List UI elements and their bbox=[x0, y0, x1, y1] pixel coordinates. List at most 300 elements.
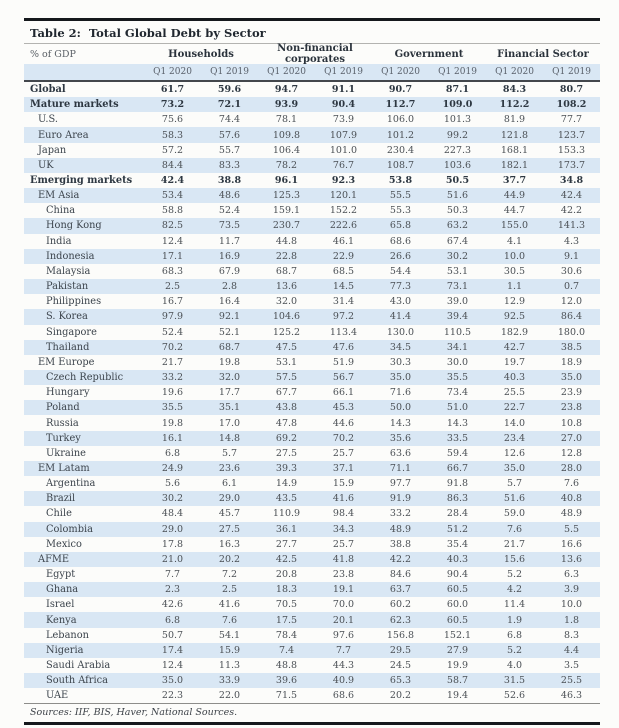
row-label: South Africa bbox=[46, 675, 108, 687]
cell-value: 22.9 bbox=[332, 250, 355, 262]
cell-value: 52.1 bbox=[218, 326, 241, 338]
cell-value: 80.7 bbox=[559, 84, 584, 96]
table-row bbox=[24, 203, 600, 218]
cell-value: 47.5 bbox=[275, 341, 298, 353]
cell-value: 12.6 bbox=[503, 447, 526, 459]
cell-value: 152.2 bbox=[329, 205, 358, 217]
cell-value: 91.1 bbox=[331, 84, 356, 96]
cell-value: 112.7 bbox=[385, 99, 416, 111]
cell-value: 73.5 bbox=[218, 220, 241, 232]
cell-value: 108.2 bbox=[556, 99, 587, 111]
cell-value: 113.4 bbox=[329, 326, 358, 338]
cell-value: 4.3 bbox=[563, 235, 580, 247]
row-label: Kenya bbox=[46, 614, 77, 626]
cell-value: 6.3 bbox=[563, 569, 580, 581]
cell-value: 46.1 bbox=[332, 235, 355, 247]
cell-value: 67.7 bbox=[275, 387, 298, 399]
cell-value: 40.3 bbox=[503, 372, 526, 384]
cell-value: 42.4 bbox=[160, 175, 185, 187]
cell-value: 1.9 bbox=[506, 614, 523, 626]
group-header-government: Government bbox=[394, 48, 464, 60]
cell-value: 59.0 bbox=[503, 508, 526, 520]
cell-value: 101.3 bbox=[443, 114, 472, 126]
unit-label: % of GDP bbox=[30, 48, 76, 60]
cell-value: 51.6 bbox=[446, 190, 469, 202]
cell-value: 156.8 bbox=[386, 629, 415, 641]
cell-value: 103.6 bbox=[443, 159, 472, 171]
cell-value: 16.7 bbox=[161, 296, 184, 308]
table-row bbox=[24, 370, 600, 385]
column-group-header-row bbox=[24, 44, 600, 64]
cell-value: 17.7 bbox=[218, 387, 241, 399]
cell-value: 32.0 bbox=[275, 296, 298, 308]
cell-value: 6.8 bbox=[164, 447, 181, 459]
cell-value: 21.7 bbox=[161, 356, 184, 368]
cell-value: 66.1 bbox=[332, 387, 355, 399]
cell-value: 42.2 bbox=[560, 205, 583, 217]
cell-value: 97.9 bbox=[161, 311, 184, 323]
cell-value: 120.1 bbox=[329, 190, 358, 202]
cell-value: 50.5 bbox=[445, 175, 470, 187]
cell-value: 25.7 bbox=[332, 538, 355, 550]
cell-value: 19.8 bbox=[218, 356, 241, 368]
row-label: UAE bbox=[46, 690, 69, 702]
row-label: Mature markets bbox=[30, 99, 119, 111]
cell-value: 90.7 bbox=[388, 84, 413, 96]
cell-value: 4.0 bbox=[506, 660, 523, 672]
cell-value: 51.6 bbox=[503, 493, 526, 505]
table-row bbox=[24, 552, 600, 567]
cell-value: 11.3 bbox=[218, 660, 241, 672]
table-row bbox=[24, 400, 600, 415]
cell-value: 53.1 bbox=[275, 356, 298, 368]
cell-value: 93.9 bbox=[274, 99, 299, 111]
cell-value: 7.4 bbox=[278, 644, 295, 656]
cell-value: 68.6 bbox=[389, 235, 412, 247]
cell-value: 23.4 bbox=[503, 432, 526, 444]
table-row bbox=[24, 431, 600, 446]
cell-value: 35.1 bbox=[218, 402, 241, 414]
cell-value: 19.6 bbox=[161, 387, 184, 399]
cell-value: 59.6 bbox=[217, 84, 242, 96]
cell-value: 22.8 bbox=[275, 250, 298, 262]
row-label: Hungary bbox=[46, 387, 90, 399]
cell-value: 141.3 bbox=[557, 220, 586, 232]
cell-value: 72.1 bbox=[217, 99, 242, 111]
cell-value: 12.4 bbox=[161, 660, 184, 672]
cell-value: 97.7 bbox=[389, 478, 412, 490]
cell-value: 48.9 bbox=[560, 508, 583, 520]
cell-value: 34.5 bbox=[389, 341, 412, 353]
cell-value: 36.1 bbox=[275, 523, 298, 535]
cell-value: 38.8 bbox=[389, 538, 412, 550]
cell-value: 86.4 bbox=[560, 311, 583, 323]
cell-value: 94.7 bbox=[274, 84, 299, 96]
cell-value: 28.0 bbox=[560, 462, 583, 474]
cell-value: 58.3 bbox=[161, 129, 184, 141]
cell-value: 54.1 bbox=[218, 629, 241, 641]
cell-value: 4.2 bbox=[506, 584, 523, 596]
cell-value: 35.0 bbox=[389, 372, 412, 384]
cell-value: 53.4 bbox=[161, 190, 184, 202]
row-label: Turkey bbox=[46, 432, 81, 444]
cell-value: 68.6 bbox=[332, 690, 355, 702]
table-row bbox=[24, 325, 600, 340]
cell-value: 17.5 bbox=[275, 614, 298, 626]
cell-value: 73.4 bbox=[446, 387, 469, 399]
debt-table bbox=[24, 18, 600, 725]
cell-value: 71.1 bbox=[389, 462, 412, 474]
cell-value: 84.6 bbox=[389, 569, 412, 581]
cell-value: 60.0 bbox=[446, 599, 469, 611]
cell-value: 92.1 bbox=[218, 311, 241, 323]
cell-value: 20.2 bbox=[218, 553, 241, 565]
table-title: Table 2: Total Global Debt by Sector bbox=[24, 21, 600, 44]
cell-value: 44.8 bbox=[275, 235, 298, 247]
cell-value: 82.5 bbox=[161, 220, 184, 232]
cell-value: 56.7 bbox=[332, 372, 355, 384]
cell-value: 5.5 bbox=[563, 523, 580, 535]
cell-value: 14.5 bbox=[332, 281, 355, 293]
cell-value: 65.3 bbox=[389, 675, 412, 687]
table-row bbox=[24, 476, 600, 491]
cell-value: 87.1 bbox=[445, 84, 470, 96]
quarter-label: Q1 2020 bbox=[381, 67, 420, 77]
cell-value: 41.4 bbox=[389, 311, 412, 323]
row-label: China bbox=[46, 205, 76, 217]
cell-value: 20.8 bbox=[275, 569, 298, 581]
row-label: Hong Kong bbox=[46, 220, 102, 232]
cell-value: 182.1 bbox=[500, 159, 529, 171]
cell-value: 86.3 bbox=[446, 493, 469, 505]
cell-value: 12.8 bbox=[560, 447, 583, 459]
cell-value: 97.2 bbox=[332, 311, 355, 323]
cell-value: 35.0 bbox=[161, 675, 184, 687]
cell-value: 38.5 bbox=[560, 341, 583, 353]
cell-value: 2.8 bbox=[221, 281, 238, 293]
cell-value: 23.8 bbox=[332, 569, 355, 581]
row-label: Poland bbox=[46, 402, 80, 414]
cell-value: 27.5 bbox=[275, 447, 298, 459]
cell-value: 42.6 bbox=[161, 599, 184, 611]
cell-value: 98.4 bbox=[332, 508, 355, 520]
cell-value: 24.9 bbox=[161, 462, 184, 474]
cell-value: 96.1 bbox=[274, 175, 299, 187]
cell-value: 31.5 bbox=[503, 675, 526, 687]
cell-value: 112.2 bbox=[499, 99, 530, 111]
cell-value: 5.7 bbox=[506, 478, 523, 490]
cell-value: 21.0 bbox=[161, 553, 184, 565]
cell-value: 25.5 bbox=[503, 387, 526, 399]
cell-value: 58.7 bbox=[446, 675, 469, 687]
cell-value: 29.5 bbox=[389, 644, 412, 656]
cell-value: 42.4 bbox=[560, 190, 583, 202]
table-row bbox=[24, 340, 600, 355]
cell-value: 7.7 bbox=[164, 569, 181, 581]
row-label: Brazil bbox=[46, 493, 76, 505]
table-row bbox=[24, 385, 600, 400]
cell-value: 43.0 bbox=[389, 296, 412, 308]
cell-value: 16.1 bbox=[161, 432, 184, 444]
table-row bbox=[24, 188, 600, 203]
row-label: S. Korea bbox=[46, 311, 88, 323]
cell-value: 51.0 bbox=[446, 402, 469, 414]
cell-value: 41.6 bbox=[332, 493, 355, 505]
cell-value: 20.2 bbox=[389, 690, 412, 702]
cell-value: 106.0 bbox=[386, 114, 415, 126]
cell-value: 37.7 bbox=[502, 175, 527, 187]
cell-value: 10.8 bbox=[560, 417, 583, 429]
cell-value: 71.5 bbox=[275, 690, 298, 702]
cell-value: 8.3 bbox=[563, 629, 580, 641]
cell-value: 68.7 bbox=[218, 341, 241, 353]
cell-value: 57.6 bbox=[218, 129, 241, 141]
row-label: Emerging markets bbox=[30, 175, 133, 187]
cell-value: 57.5 bbox=[275, 372, 298, 384]
table-row bbox=[24, 127, 600, 142]
table-row bbox=[24, 82, 600, 97]
row-label: Argentina bbox=[46, 478, 96, 490]
row-label: Malaysia bbox=[46, 265, 91, 277]
cell-value: 109.0 bbox=[442, 99, 473, 111]
cell-value: 40.3 bbox=[446, 553, 469, 565]
cell-value: 91.8 bbox=[446, 478, 469, 490]
table-row bbox=[24, 158, 600, 173]
table-row bbox=[24, 522, 600, 537]
cell-value: 77.3 bbox=[389, 281, 412, 293]
row-label: Singapore bbox=[46, 326, 97, 338]
row-label: Mexico bbox=[46, 538, 82, 550]
cell-value: 19.7 bbox=[503, 356, 526, 368]
cell-value: 123.7 bbox=[557, 129, 586, 141]
cell-value: 57.2 bbox=[161, 144, 184, 156]
table-row bbox=[24, 673, 600, 688]
table-row bbox=[24, 658, 600, 673]
cell-value: 230.4 bbox=[386, 144, 415, 156]
cell-value: 42.2 bbox=[389, 553, 412, 565]
cell-value: 14.3 bbox=[446, 417, 469, 429]
cell-value: 3.9 bbox=[563, 584, 580, 596]
cell-value: 12.4 bbox=[161, 235, 184, 247]
cell-value: 92.3 bbox=[331, 175, 356, 187]
cell-value: 17.0 bbox=[218, 417, 241, 429]
cell-value: 40.9 bbox=[332, 675, 355, 687]
cell-value: 19.4 bbox=[446, 690, 469, 702]
cell-value: 7.2 bbox=[221, 569, 238, 581]
cell-value: 30.3 bbox=[389, 356, 412, 368]
cell-value: 50.0 bbox=[389, 402, 412, 414]
table-row bbox=[24, 506, 600, 521]
cell-value: 39.0 bbox=[446, 296, 469, 308]
cell-value: 125.3 bbox=[272, 190, 301, 202]
cell-value: 27.5 bbox=[218, 523, 241, 535]
row-label: Lebanon bbox=[46, 629, 89, 641]
cell-value: 22.0 bbox=[218, 690, 241, 702]
cell-value: 24.5 bbox=[389, 660, 412, 672]
cell-value: 130.0 bbox=[386, 326, 415, 338]
quarter-label: Q1 2020 bbox=[153, 67, 192, 77]
cell-value: 21.7 bbox=[503, 538, 526, 550]
cell-value: 44.6 bbox=[332, 417, 355, 429]
cell-value: 121.8 bbox=[500, 129, 529, 141]
row-label: Global bbox=[30, 84, 66, 96]
cell-value: 106.4 bbox=[272, 144, 301, 156]
cell-value: 33.5 bbox=[446, 432, 469, 444]
cell-value: 33.2 bbox=[161, 372, 184, 384]
cell-value: 5.6 bbox=[164, 478, 181, 490]
table-row bbox=[24, 97, 600, 112]
cell-value: 48.6 bbox=[218, 190, 241, 202]
cell-value: 59.4 bbox=[446, 447, 469, 459]
cell-value: 67.4 bbox=[446, 235, 469, 247]
cell-value: 68.3 bbox=[161, 265, 184, 277]
cell-value: 6.8 bbox=[506, 629, 523, 641]
group-header-households: Households bbox=[168, 48, 234, 60]
cell-value: 83.3 bbox=[218, 159, 241, 171]
cell-value: 34.8 bbox=[559, 175, 584, 187]
cell-value: 55.3 bbox=[389, 205, 412, 217]
cell-value: 39.4 bbox=[446, 311, 469, 323]
cell-value: 27.0 bbox=[560, 432, 583, 444]
cell-value: 2.5 bbox=[164, 281, 181, 293]
cell-value: 35.6 bbox=[389, 432, 412, 444]
cell-value: 66.7 bbox=[446, 462, 469, 474]
cell-value: 45.7 bbox=[218, 508, 241, 520]
cell-value: 34.1 bbox=[446, 341, 469, 353]
cell-value: 110.9 bbox=[272, 508, 301, 520]
group-header-nonfinancial-corporates: Non-financial corporates bbox=[277, 43, 353, 65]
cell-value: 23.6 bbox=[218, 462, 241, 474]
cell-value: 35.0 bbox=[560, 372, 583, 384]
quarter-label: Q1 2019 bbox=[438, 67, 477, 77]
row-label: AFME bbox=[38, 553, 70, 565]
cell-value: 0.7 bbox=[563, 281, 580, 293]
row-label: Nigeria bbox=[46, 644, 84, 656]
cell-value: 101.0 bbox=[329, 144, 358, 156]
cell-value: 68.7 bbox=[275, 265, 298, 277]
quarter-label: Q1 2020 bbox=[495, 67, 534, 77]
cell-value: 44.3 bbox=[332, 660, 355, 672]
cell-value: 7.6 bbox=[506, 523, 523, 535]
cell-value: 107.9 bbox=[329, 129, 358, 141]
cell-value: 92.5 bbox=[503, 311, 526, 323]
cell-value: 25.7 bbox=[332, 447, 355, 459]
cell-value: 108.7 bbox=[386, 159, 415, 171]
cell-value: 6.1 bbox=[221, 478, 238, 490]
row-label: Israel bbox=[46, 599, 75, 611]
cell-value: 5.7 bbox=[221, 447, 238, 459]
row-label: Czech Republic bbox=[46, 372, 124, 384]
cell-value: 153.3 bbox=[557, 144, 586, 156]
cell-value: 70.2 bbox=[332, 432, 355, 444]
cell-value: 23.8 bbox=[560, 402, 583, 414]
cell-value: 47.8 bbox=[275, 417, 298, 429]
table-row bbox=[24, 491, 600, 506]
table-row bbox=[24, 143, 600, 158]
cell-value: 70.0 bbox=[332, 599, 355, 611]
cell-value: 76.7 bbox=[332, 159, 355, 171]
cell-value: 71.6 bbox=[389, 387, 412, 399]
cell-value: 19.9 bbox=[446, 660, 469, 672]
cell-value: 35.5 bbox=[161, 402, 184, 414]
cell-value: 69.2 bbox=[275, 432, 298, 444]
cell-value: 125.2 bbox=[272, 326, 301, 338]
cell-value: 33.2 bbox=[389, 508, 412, 520]
table-row bbox=[24, 582, 600, 597]
row-label: EM Latam bbox=[38, 462, 90, 474]
cell-value: 23.9 bbox=[560, 387, 583, 399]
table-row bbox=[24, 309, 600, 324]
cell-value: 39.6 bbox=[275, 675, 298, 687]
cell-value: 30.5 bbox=[503, 265, 526, 277]
cell-value: 19.8 bbox=[161, 417, 184, 429]
table-row bbox=[24, 355, 600, 370]
cell-value: 46.3 bbox=[560, 690, 583, 702]
row-label: UK bbox=[38, 159, 54, 171]
cell-value: 30.6 bbox=[560, 265, 583, 277]
cell-value: 60.5 bbox=[446, 584, 469, 596]
cell-value: 26.6 bbox=[389, 250, 412, 262]
cell-value: 14.3 bbox=[389, 417, 412, 429]
cell-value: 1.1 bbox=[506, 281, 523, 293]
table-row bbox=[24, 173, 600, 188]
cell-value: 38.8 bbox=[217, 175, 242, 187]
cell-value: 7.6 bbox=[563, 478, 580, 490]
cell-value: 58.8 bbox=[161, 205, 184, 217]
table-row bbox=[24, 628, 600, 643]
cell-value: 180.0 bbox=[557, 326, 586, 338]
cell-value: 53.8 bbox=[388, 175, 413, 187]
cell-value: 14.8 bbox=[218, 432, 241, 444]
cell-value: 97.6 bbox=[332, 629, 355, 641]
cell-value: 152.1 bbox=[443, 629, 472, 641]
cell-value: 10.0 bbox=[560, 599, 583, 611]
cell-value: 20.1 bbox=[332, 614, 355, 626]
cell-value: 7.6 bbox=[221, 614, 238, 626]
cell-value: 17.1 bbox=[161, 250, 184, 262]
cell-value: 55.5 bbox=[389, 190, 412, 202]
cell-value: 110.5 bbox=[443, 326, 472, 338]
cell-value: 18.9 bbox=[560, 356, 583, 368]
cell-value: 29.0 bbox=[161, 523, 184, 535]
cell-value: 81.9 bbox=[503, 114, 526, 126]
cell-value: 39.3 bbox=[275, 462, 298, 474]
cell-value: 43.8 bbox=[275, 402, 298, 414]
cell-value: 182.9 bbox=[500, 326, 529, 338]
row-label: EM Europe bbox=[38, 356, 95, 368]
cell-value: 42.7 bbox=[503, 341, 526, 353]
cell-value: 33.9 bbox=[218, 675, 241, 687]
cell-value: 73.1 bbox=[446, 281, 469, 293]
cell-value: 15.9 bbox=[332, 478, 355, 490]
cell-value: 16.4 bbox=[218, 296, 241, 308]
table-row bbox=[24, 279, 600, 294]
row-label: EM Asia bbox=[38, 190, 80, 202]
table-row bbox=[24, 612, 600, 627]
table-row bbox=[24, 643, 600, 658]
cell-value: 67.9 bbox=[218, 265, 241, 277]
cell-value: 4.1 bbox=[506, 235, 523, 247]
cell-value: 29.0 bbox=[218, 493, 241, 505]
cell-value: 63.2 bbox=[446, 220, 469, 232]
cell-value: 91.9 bbox=[389, 493, 412, 505]
row-label: Thailand bbox=[46, 341, 90, 353]
sources-note: Sources: IIF, BIS, Haver, National Sources. bbox=[24, 703, 600, 725]
cell-value: 44.7 bbox=[503, 205, 526, 217]
cell-value: 84.4 bbox=[161, 159, 184, 171]
cell-value: 65.8 bbox=[389, 220, 412, 232]
row-label: Pakistan bbox=[46, 281, 89, 293]
